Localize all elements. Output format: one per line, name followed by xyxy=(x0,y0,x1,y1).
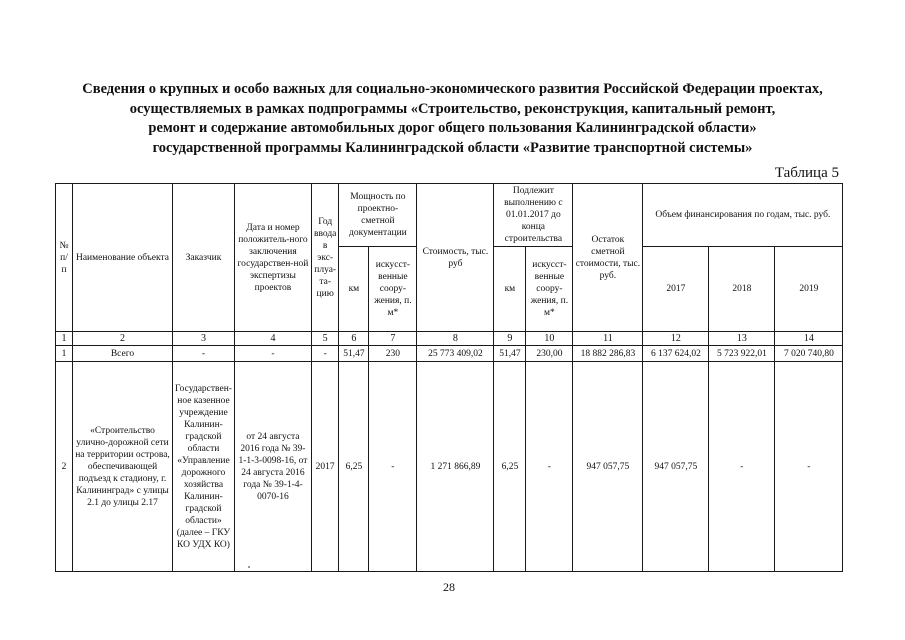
project-rem-structures: - xyxy=(526,362,573,572)
project-row xyxy=(56,362,843,572)
header-remaining-group: Подлежит выполнению с 01.01.2017 до конца строительства xyxy=(494,184,573,247)
total-expertise: - xyxy=(234,346,311,362)
total-rem-km: 51,47 xyxy=(494,346,526,362)
project-balance: 947 057,75 xyxy=(573,362,643,572)
column-number: 7 xyxy=(369,332,417,346)
total-customer: - xyxy=(173,346,235,362)
header-rem-structures: искусст-венные соору-жения, п. м* xyxy=(526,247,573,332)
total-cap-km: 51,47 xyxy=(339,346,369,362)
title-line-2: осуществляемых в рамках подпрограммы «Строительство, реконструкция, капитальный ремонт, xyxy=(129,100,776,117)
column-number: 8 xyxy=(417,332,494,346)
project-cap-km: 6,25 xyxy=(339,362,369,572)
total-2019: 7 020 740,80 xyxy=(775,346,843,362)
project-year: 2017 xyxy=(311,362,338,572)
project-cost: 1 271 866,89 xyxy=(417,362,494,572)
header-year-2017: 2017 xyxy=(643,247,709,332)
column-number: 2 xyxy=(73,332,173,346)
column-number: 12 xyxy=(643,332,709,346)
header-expertise: Дата и номер положитель-ного заключения государствен-ной экспертизы проектов xyxy=(234,184,311,332)
column-number: 10 xyxy=(526,332,573,346)
column-number-row xyxy=(56,332,843,346)
total-cap-structures: 230 xyxy=(369,346,417,362)
header-num: № п/п xyxy=(56,184,73,332)
page-number: 28 xyxy=(443,580,455,594)
total-2018: 5 723 922,01 xyxy=(709,346,775,362)
column-number: 1 xyxy=(56,332,73,346)
header-rem-km: км xyxy=(494,247,526,332)
header-cap-structures: искусст-венные соору-жения, п. м* xyxy=(369,247,417,332)
column-number: 3 xyxy=(173,332,235,346)
projects-table xyxy=(55,183,843,572)
header-name: Наименование объекта xyxy=(73,184,173,332)
header-balance: Остаток сметной стоимости, тыс. руб. xyxy=(573,184,643,332)
project-expertise: от 24 августа 2016 года № 39-1-1-3-0098-16, от 24 августа 2016 года № 39-1-4-0070-16 xyxy=(234,362,311,572)
project-rem-km: 6,25 xyxy=(494,362,526,572)
total-year: - xyxy=(311,346,338,362)
column-number: 9 xyxy=(494,332,526,346)
column-number: 14 xyxy=(775,332,843,346)
total-balance: 18 882 286,83 xyxy=(573,346,643,362)
project-customer: Государствен-ное казенное учреждение Калинин-градской области «Управление дорожного хозяйства Калинин-градской области» (далее – ГКУ КО УДХ КО) xyxy=(173,362,235,572)
total-2017: 6 137 624,02 xyxy=(643,346,709,362)
total-name: Всего xyxy=(73,346,173,362)
table-label: Таблица 5 xyxy=(774,165,839,181)
project-2017: 947 057,75 xyxy=(643,362,709,572)
header-financing-group: Объем финансирования по годам, тыс. руб. xyxy=(643,184,843,247)
header-customer: Заказчик xyxy=(173,184,235,332)
column-number: 6 xyxy=(339,332,369,346)
total-num: 1 xyxy=(56,346,73,362)
project-2019: - xyxy=(775,362,843,572)
project-2018: - xyxy=(709,362,775,572)
total-row xyxy=(56,346,843,362)
header-capacity-group: Мощность по проектно-сметной документации xyxy=(339,184,417,247)
header-year: Год ввода в экс-плуа-та-цию xyxy=(311,184,338,332)
project-name: «Строительство улично-дорожной сети на территории острова, обеспечивающей подъезд к стадиону, г. Калининград» с улицы 2.1 до улицы 2.17 xyxy=(73,362,173,572)
title-line-1: Сведения о крупных и особо важных для социально-экономического развития Российской Федерации проектах, xyxy=(82,81,823,97)
project-num: 2 xyxy=(56,362,73,572)
scan-speck xyxy=(248,566,250,568)
title-line-3: ремонт и содержание автомобильных дорог общего пользования Калининградской области» xyxy=(148,120,757,136)
total-rem-structures: 230,00 xyxy=(526,346,573,362)
header-year-2019: 2019 xyxy=(775,247,843,332)
project-cap-structures: - xyxy=(369,362,417,572)
column-number: 11 xyxy=(573,332,643,346)
header-cost: Стоимость, тыс. руб xyxy=(417,184,494,332)
column-number: 5 xyxy=(311,332,338,346)
total-cost: 25 773 409,02 xyxy=(417,346,494,362)
header-cap-km: км xyxy=(339,247,369,332)
header-year-2018: 2018 xyxy=(709,247,775,332)
column-number: 4 xyxy=(234,332,311,346)
title-line-4: государственной программы Калининградской области «Развитие транспортной системы» xyxy=(152,139,753,156)
document-title xyxy=(40,80,865,158)
column-number: 13 xyxy=(709,332,775,346)
